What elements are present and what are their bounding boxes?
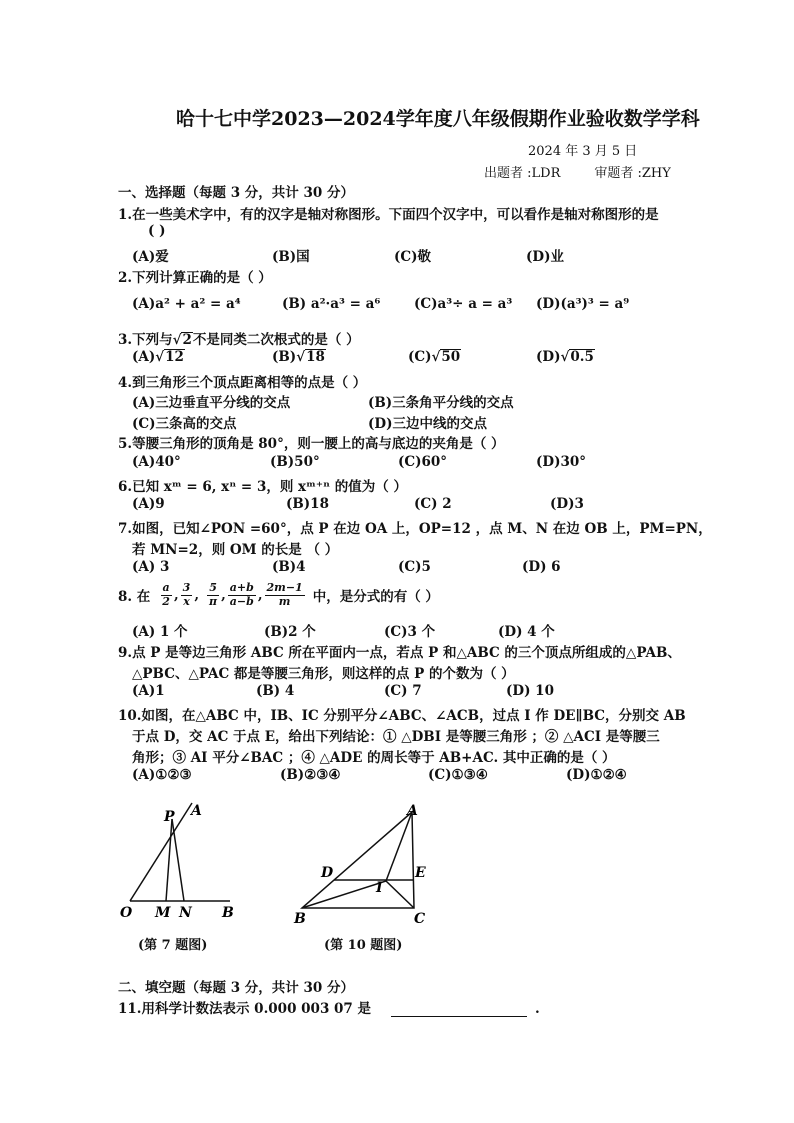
fraction: $\frac{a}{2}$ bbox=[162, 581, 170, 608]
label-i: I bbox=[376, 880, 383, 896]
q9-option-d: (D) 10 bbox=[506, 683, 554, 699]
q4-option-d: (D)三边中线的交点 bbox=[368, 416, 487, 432]
triangle-abc bbox=[302, 812, 414, 908]
q8-option-c: (C)3 个 bbox=[384, 624, 436, 640]
q10-option-b: (B)②③④ bbox=[280, 767, 341, 783]
answer-blank[interactable] bbox=[391, 1002, 527, 1017]
question-11: 11.用科学计数法表示 0.000 003 07 是 . bbox=[118, 1001, 540, 1017]
q3-option-d: (D)√0.5 bbox=[536, 349, 594, 365]
label-a: A bbox=[191, 803, 202, 819]
figure-7-diagram bbox=[118, 795, 248, 925]
q1-option-a: (A)爱 bbox=[132, 249, 169, 265]
author: 出题者 :LDR bbox=[484, 166, 561, 181]
question-2-stem: 2.下列计算正确的是（ ） bbox=[118, 270, 272, 286]
label-m: M bbox=[155, 905, 171, 921]
question-1-paren: ( ) bbox=[148, 223, 166, 239]
fraction: $\frac{5}{\pi}$ bbox=[209, 581, 218, 608]
q7-option-d: (D) 6 bbox=[522, 559, 561, 575]
question-8-stem: 8. 在 $\frac{a}{2}$ , $\frac{3}{x}$ , $\frac{5}{\pi}$ , $\frac{a+b}{a-b}$ , $\frac{2m-1}{m}$ 中，是分式的有（ ） bbox=[118, 581, 439, 608]
segment-ai bbox=[386, 812, 412, 881]
label-a: A bbox=[407, 803, 418, 819]
figure-10-diagram bbox=[288, 798, 438, 923]
q6-option-b: (B)18 bbox=[286, 496, 329, 512]
segment-pn bbox=[172, 819, 184, 901]
fraction: $\frac{3}{x}$ bbox=[182, 581, 191, 608]
q9-option-c: (C) 7 bbox=[384, 683, 422, 699]
label-n: N bbox=[179, 905, 192, 921]
q3-option-a: (A)√12 bbox=[132, 349, 184, 365]
q1-option-c: (C)敬 bbox=[394, 249, 432, 265]
q2-option-c: (C)a³÷ a = a³ bbox=[414, 296, 513, 312]
q7-option-b: (B)4 bbox=[272, 559, 306, 575]
q4-option-a: (A)三边垂直平分线的交点 bbox=[132, 395, 291, 411]
q7-option-a: (A) 3 bbox=[132, 559, 170, 575]
q2-option-b: (B) a²·a³ = a⁶ bbox=[282, 296, 381, 312]
fraction: $\frac{a+b}{a-b}$ bbox=[229, 581, 254, 608]
q10-option-a: (A)①②③ bbox=[132, 767, 192, 783]
radicand: 2 bbox=[182, 332, 192, 348]
q5-option-c: (C)60° bbox=[398, 454, 448, 470]
exam-date: 2024 年 3 月 5 日 bbox=[528, 144, 638, 159]
page-title: 哈十七中学2023—2024学年度八年级假期作业验收数学学科 bbox=[176, 108, 700, 130]
q8-option-b: (B)2 个 bbox=[264, 624, 316, 640]
question-1-stem: 1.在一些美术字中，有的汉字是轴对称图形。下面四个汉字中，可以看作是轴对称图形的是 bbox=[118, 207, 659, 223]
question-5-stem: 5.等腰三角形的顶角是 80°，则一腰上的高与底边的夹角是（ ） bbox=[118, 436, 505, 452]
question-9-line1: 9.点 P 是等边三角形 ABC 所在平面内一点，若点 P 和△ABC 的三个顶点所组成的△PAB、 bbox=[118, 645, 681, 661]
question-10-line2: 于点 D，交 AC 于点 E，给出下列结论：① △DBI 是等腰三角形 ；② △ACI 是等腰三 bbox=[132, 729, 660, 745]
segment-bi bbox=[302, 881, 386, 908]
label-b: B bbox=[222, 905, 234, 921]
q8-option-d: (D) 4 个 bbox=[498, 624, 555, 640]
q4-option-b: (B)三条角平分线的交点 bbox=[368, 395, 514, 411]
figure-7-caption: (第 7 题图) bbox=[138, 938, 208, 953]
segment-pm bbox=[166, 819, 172, 901]
question-6-stem: 6.已知 xᵐ = 6, xⁿ = 3，则 xᵐ⁺ⁿ 的值为（ ） bbox=[118, 479, 407, 495]
q7-option-c: (C)5 bbox=[398, 559, 431, 575]
question-3-stem: 3.下列与√2不是同类二次根式的是（ ） bbox=[118, 332, 360, 348]
q8-option-a: (A) 1 个 bbox=[132, 624, 188, 640]
q6-option-a: (A)9 bbox=[132, 496, 165, 512]
question-7-line2: 若 MN=2，则 OM 的长是 （ ） bbox=[132, 542, 339, 558]
q1-option-b: (B)国 bbox=[272, 249, 310, 265]
q4-option-c: (C)三条高的交点 bbox=[132, 416, 237, 432]
q6-option-d: (D)3 bbox=[550, 496, 584, 512]
q5-option-a: (A)40° bbox=[132, 454, 181, 470]
question-10-line1: 10.如图，在△ABC 中，IB、IC 分别平分∠ABC、∠ACB，过点 I 作 DE∥BC，分别交 AB bbox=[118, 708, 686, 724]
q10-option-c: (C)①③④ bbox=[428, 767, 488, 783]
q5-option-b: (B)50° bbox=[270, 454, 320, 470]
q5-option-d: (D)30° bbox=[536, 454, 587, 470]
author-line bbox=[484, 162, 705, 181]
section-heading-1: 一、选择题（每题 3 分，共计 30 分） bbox=[118, 185, 354, 201]
question-4-stem: 4.到三角形三个顶点距离相等的点是（ ） bbox=[118, 375, 367, 391]
question-9-line2: △PBC、△PAC 都是等腰三角形，则这样的点 P 的个数为（ ） bbox=[132, 666, 515, 682]
segment-ic bbox=[386, 881, 414, 908]
section-heading-2: 二、填空题（每题 3 分，共计 30 分） bbox=[118, 980, 354, 996]
q3-option-b: (B)√18 bbox=[272, 349, 325, 365]
q2-option-d: (D)(a³)³ = a⁹ bbox=[536, 296, 630, 312]
question-7-line1: 7.如图，已知∠PON =60°，点 P 在边 OA 上，OP=12 ，点 M、N 在边 OB 上，PM=PN， bbox=[118, 521, 712, 537]
q9-option-b: (B) 4 bbox=[256, 683, 295, 699]
q9-option-a: (A)1 bbox=[132, 683, 165, 699]
q2-option-a: (A)a² + a² = a⁴ bbox=[132, 296, 241, 312]
figure-10-caption: (第 10 题图) bbox=[324, 938, 403, 953]
q10-option-d: (D)①②④ bbox=[566, 767, 627, 783]
label-c: C bbox=[414, 911, 426, 923]
label-b: B bbox=[294, 911, 306, 923]
q1-option-d: (D)业 bbox=[526, 249, 564, 265]
ray-oa bbox=[130, 803, 192, 901]
label-e: E bbox=[415, 865, 426, 881]
fraction: $\frac{2m-1}{m}$ bbox=[266, 581, 303, 608]
label-d: D bbox=[321, 865, 334, 881]
q6-option-c: (C) 2 bbox=[414, 496, 452, 512]
label-o: O bbox=[120, 905, 133, 921]
question-10-line3: 角形；③ AI 平分∠BAC ；④ △ADE 的周长等于 AB+AC. 其中正确的是（ ） bbox=[132, 750, 616, 766]
label-p: P bbox=[164, 809, 175, 825]
reviewer: 审题者 :ZHY bbox=[594, 166, 671, 181]
q3-option-c: (C)√50 bbox=[408, 349, 461, 365]
